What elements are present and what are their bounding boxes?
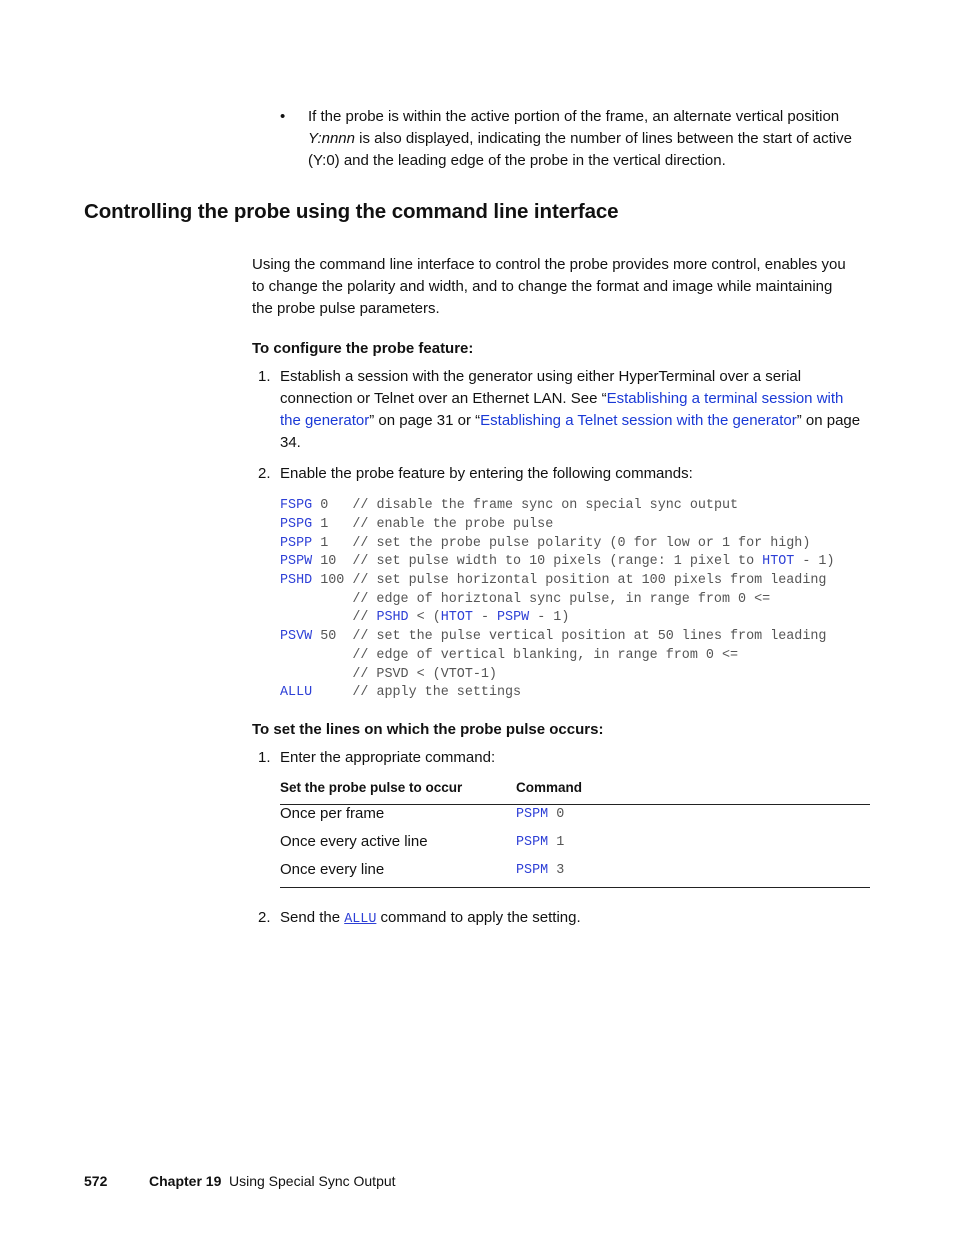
code-arg: 50 <box>312 629 353 644</box>
step-number: 2. <box>258 465 271 482</box>
bullet-line-3: (Y:0) and the leading edge of the probe in the vertical direction. <box>308 152 726 169</box>
code-comment: // set pulse horizontal position at 100 pixels from leading <box>352 573 827 588</box>
code-keyword: HTOT <box>762 554 795 569</box>
code-comment: // edge of vertical blanking, in range from 0 <= <box>352 648 739 663</box>
table-row-command <box>516 833 564 853</box>
page-number: 572 <box>84 1173 108 1189</box>
step-enter-command: Enter the appropriate command: <box>280 749 496 766</box>
code-comment: // set pulse width to 10 pixels (range: 1 pixel to <box>352 554 763 569</box>
procedure-title-configure: To configure the probe feature: <box>252 340 474 357</box>
code-arg <box>312 685 352 700</box>
code-line-pshd <box>280 571 826 590</box>
table-cmd-arg: 1 <box>548 835 565 850</box>
link-allu-command[interactable]: ALLU <box>344 912 377 927</box>
code-tail: - <box>472 610 498 625</box>
section-heading: Controlling the probe using the command line interface <box>84 200 619 223</box>
code-command: PSVW <box>280 629 313 644</box>
procedure-title-lines: To set the lines on which the probe pulse occurs: <box>252 721 604 738</box>
bullet-line-1: If the probe is within the active portion of the frame, an alternate vertical position <box>308 108 840 125</box>
code-command: ALLU <box>280 685 313 700</box>
table-cmd-keyword: PSPM <box>516 807 549 822</box>
step-1-post-text: ” on page <box>796 412 861 429</box>
code-keyword: PSPW <box>497 610 530 625</box>
code-line-pspp <box>280 534 810 553</box>
code-tail: - 1) <box>794 554 835 569</box>
step-send-allu <box>280 907 872 931</box>
step-1-line-1: Establish a session with the generator using either HyperTerminal over a serial <box>280 368 802 385</box>
table-cmd-keyword: PSPM <box>516 863 549 878</box>
step-number: 1. <box>258 368 271 385</box>
code-comment: // apply the settings <box>352 685 522 700</box>
step-number: 1. <box>258 749 271 766</box>
code-arg <box>280 610 352 625</box>
code-line-pspg <box>280 515 553 534</box>
table-header-command: Command <box>516 780 583 795</box>
code-comment: // enable the probe pulse <box>352 517 554 532</box>
bullet-italic-term: Y:nnnn <box>308 130 355 147</box>
step-2-text: Enable the probe feature by entering the following commands: <box>280 465 693 482</box>
step-1-line-2 <box>280 388 872 410</box>
footer-chapter-title: Using Special Sync Output <box>229 1173 396 1189</box>
table-cmd-arg: 0 <box>548 807 565 822</box>
code-comment: // set the probe pulse polarity (0 for low or 1 for high) <box>352 536 811 551</box>
code-tail: < ( <box>408 610 441 625</box>
code-comment: // PSVD < (VTOT-1) <box>352 667 497 682</box>
step-1-line-2-text: connection or Telnet over an Ethernet LAN. See “ <box>280 390 607 407</box>
code-line-psvw-cont-2 <box>280 665 497 684</box>
code-command: PSPP <box>280 536 313 551</box>
intro-line-3: the probe pulse parameters. <box>252 300 440 317</box>
table-bottom-rule <box>280 887 870 888</box>
step-1-line-4: 34. <box>280 434 301 451</box>
code-keyword: HTOT <box>440 610 473 625</box>
code-line-pspw <box>280 552 835 571</box>
bullet-text <box>308 106 878 172</box>
code-command: FSPG <box>280 498 313 513</box>
code-arg <box>280 667 352 682</box>
code-line-pshd-cont-2 <box>280 608 569 627</box>
intro-line-1: Using the command line interface to control the probe provides more control, enables you <box>252 256 846 273</box>
intro-line-2: to change the polarity and width, and to change the format and image while maintaining <box>252 278 833 295</box>
code-arg <box>280 648 352 663</box>
code-command: PSPW <box>280 554 313 569</box>
link-terminal-session-cont[interactable]: the generator <box>280 412 370 429</box>
link-terminal-session[interactable]: Establishing a terminal session with <box>606 390 844 407</box>
step-send-pre: Send the <box>280 909 345 926</box>
code-arg: 1 <box>312 517 353 532</box>
footer-chapter: Chapter 19 <box>149 1173 222 1189</box>
bullet-line-2-text: is also displayed, indicating the number of lines between the start of active <box>355 130 852 147</box>
step-send-post: command to apply the setting. <box>376 909 581 926</box>
code-line-pshd-cont-1 <box>280 590 770 609</box>
bullet-marker: • <box>280 108 286 125</box>
step-1-line-3 <box>280 410 872 432</box>
bullet-line-2 <box>308 128 878 150</box>
table-header-occur: Set the probe pulse to occur <box>280 780 463 795</box>
code-keyword: PSHD <box>376 610 409 625</box>
code-arg <box>280 592 352 607</box>
code-comment: // <box>352 610 377 625</box>
table-row-command <box>516 805 564 825</box>
link-telnet-session[interactable]: Establishing a Telnet session with the generator <box>480 412 797 429</box>
table-row-label: Once every line <box>280 861 385 878</box>
code-line-psvw-cont-1 <box>280 646 738 665</box>
code-arg: 0 <box>312 498 353 513</box>
code-tail: - 1) <box>529 610 570 625</box>
table-cmd-arg: 3 <box>548 863 565 878</box>
intro-paragraph <box>252 254 872 320</box>
step-number: 2. <box>258 909 271 926</box>
code-arg: 100 <box>312 573 353 588</box>
step-1-mid-text: ” on page 31 or “ <box>369 412 481 429</box>
code-arg: 1 <box>312 536 353 551</box>
code-command: PSHD <box>280 573 313 588</box>
code-line-allu <box>280 683 521 702</box>
table-row-command <box>516 861 564 881</box>
table-row-label: Once every active line <box>280 833 428 850</box>
code-comment: // set the pulse vertical position at 50 lines from leading <box>352 629 827 644</box>
code-comment: // disable the frame sync on special sync output <box>352 498 739 513</box>
code-comment: // edge of horiztonal sync pulse, in range from 0 <= <box>352 592 771 607</box>
step-1-text <box>280 366 872 454</box>
table-row-label: Once per frame <box>280 805 385 822</box>
code-command: PSPG <box>280 517 313 532</box>
code-line-psvw <box>280 627 826 646</box>
code-arg: 10 <box>312 554 353 569</box>
table-cmd-keyword: PSPM <box>516 835 549 850</box>
code-line-fspg <box>280 496 738 515</box>
